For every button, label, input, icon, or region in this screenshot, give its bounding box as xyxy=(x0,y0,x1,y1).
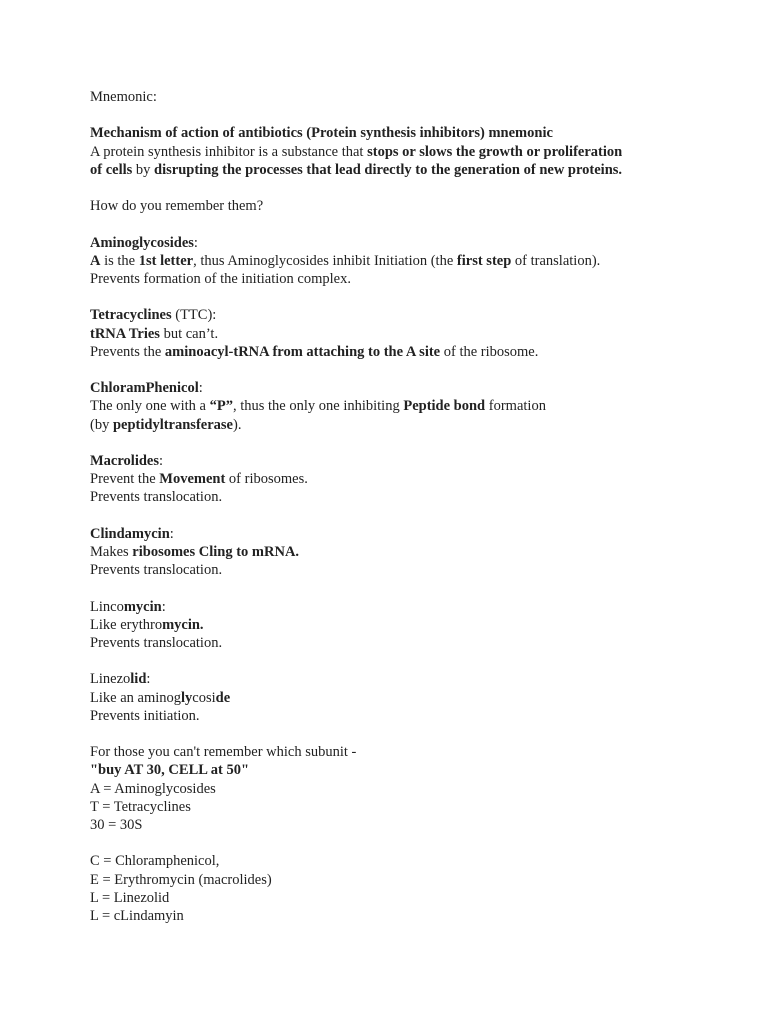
chloramphenicol-line-1 xyxy=(90,397,730,415)
spacer xyxy=(90,106,730,124)
plain-text: formation xyxy=(485,398,546,415)
intro-bold: disrupting the processes that lead directly to the generation of new proteins. xyxy=(154,161,623,178)
spacer xyxy=(90,652,730,670)
drug-name: Macrolides xyxy=(90,452,159,469)
bold-text: ly xyxy=(181,689,193,706)
spacer xyxy=(90,725,730,743)
drug-name: Tetracyclines xyxy=(90,307,172,324)
spacer xyxy=(90,179,730,197)
clindamycin-heading xyxy=(90,525,730,543)
linezolid-line-1 xyxy=(90,689,730,707)
plain-text: but can’t. xyxy=(159,325,219,342)
macrolides-line-1 xyxy=(90,470,730,488)
plain-text: (by xyxy=(90,416,113,433)
bold-text: Movement xyxy=(159,471,226,488)
intro-text: by xyxy=(132,161,155,178)
bold-text: mycin. xyxy=(162,616,204,633)
linezolid-line-2: Prevents initiation. xyxy=(90,707,200,724)
tetracyclines-line-2 xyxy=(90,343,730,361)
subunit-30: 30 = 30S xyxy=(90,816,143,833)
subunit-e: E = Erythromycin (macrolides) xyxy=(90,871,272,888)
lincomycin-line-1 xyxy=(90,616,730,634)
intro-heading-text: Mechanism of action of antibiotics (Protein synthesis inhibitors) mnemonic xyxy=(90,125,553,142)
subunit-l2: L = cLindamyin xyxy=(90,907,184,924)
lincomycin-line-2: Prevents translocation. xyxy=(90,634,223,651)
drug-colon: : xyxy=(161,598,166,615)
subunit-a: A = Aminoglycosides xyxy=(90,780,216,797)
document-page xyxy=(90,88,730,925)
drug-name: Aminoglycosides xyxy=(90,234,194,251)
spacer xyxy=(90,361,730,379)
aminoglycosides-heading xyxy=(90,234,730,252)
drug-colon: : xyxy=(169,525,174,542)
intro-bold: of cells xyxy=(90,161,133,178)
lincomycin-heading xyxy=(90,598,730,616)
bold-text: A xyxy=(90,252,101,269)
drug-name: Clindamycin xyxy=(90,525,170,542)
subunit-t: T = Tetracyclines xyxy=(90,798,191,815)
subunit-c: C = Chloramphenicol, xyxy=(90,853,220,870)
plain-text: of translation). xyxy=(511,252,601,269)
linezolid-heading xyxy=(90,670,730,688)
chloramphenicol-line-2 xyxy=(90,416,730,434)
intro-line-1 xyxy=(90,143,730,161)
plain-text: Like erythro xyxy=(90,616,163,633)
spacer xyxy=(90,288,730,306)
aminoglycosides-line-2: Prevents formation of the initiation complex. xyxy=(90,270,351,287)
drug-suffix: (TTC): xyxy=(171,307,217,324)
question-line: How do you remember them? xyxy=(90,198,264,215)
plain-text: Like an aminog xyxy=(90,689,182,706)
drug-colon: : xyxy=(159,452,164,469)
bold-text: de xyxy=(215,689,231,706)
plain-text: , thus the only one inhibiting xyxy=(232,398,404,415)
spacer xyxy=(90,215,730,233)
spacer xyxy=(90,434,730,452)
plain-text: The only one with a xyxy=(90,398,210,415)
plain-text: cosi xyxy=(192,689,216,706)
subunit-mnemonic xyxy=(90,761,730,779)
clindamycin-line-1 xyxy=(90,543,730,561)
spacer xyxy=(90,834,730,852)
chloramphenicol-heading xyxy=(90,379,730,397)
plain-text: , thus Aminoglycosides inhibit Initiation (the xyxy=(193,252,457,269)
drug-colon: : xyxy=(146,671,151,688)
bold-text: peptidyltransferase xyxy=(112,416,233,433)
macrolides-heading xyxy=(90,452,730,470)
plain-text: Prevents the xyxy=(90,343,165,360)
drug-name: ChloramPhenicol xyxy=(90,380,199,397)
bold-text: aminoacyl-tRNA from attaching to the A site xyxy=(164,343,441,360)
macrolides-line-2: Prevents translocation. xyxy=(90,489,223,506)
drug-colon: : xyxy=(198,380,203,397)
intro-heading xyxy=(90,124,730,142)
intro-line-2 xyxy=(90,161,730,179)
bold-text: “P” xyxy=(209,398,233,415)
spacer xyxy=(90,507,730,525)
intro-bold: stops or slows the growth or proliferation xyxy=(367,143,623,160)
bold-text: Peptide bond xyxy=(403,398,486,415)
subunit-l1: L = Linezolid xyxy=(90,889,170,906)
clindamycin-line-2: Prevents translocation. xyxy=(90,562,223,579)
plain-text: Linezo xyxy=(90,671,131,688)
intro-text: A protein synthesis inhibitor is a substance that xyxy=(90,143,368,160)
bold-text: tRNA Tries xyxy=(90,325,160,342)
mnemonic-text: "buy AT 30, CELL at 50" xyxy=(90,762,249,779)
plain-text: of the ribosome. xyxy=(440,343,539,360)
plain-text: of ribosomes. xyxy=(225,471,308,488)
bold-text: lid xyxy=(130,671,147,688)
bold-text: ribosomes Cling to mRNA. xyxy=(132,543,300,560)
plain-text: is the xyxy=(100,252,139,269)
plain-text: ). xyxy=(232,416,242,433)
tetracyclines-line-1 xyxy=(90,325,730,343)
bold-text: 1st letter xyxy=(138,252,194,269)
drug-colon: : xyxy=(193,234,198,251)
plain-text: Makes xyxy=(90,543,133,560)
aminoglycosides-line-1 xyxy=(90,252,730,270)
spacer xyxy=(90,579,730,597)
plain-text: Linco xyxy=(90,598,124,615)
bold-text: first step xyxy=(456,252,512,269)
subunit-intro: For those you can't remember which subunit - xyxy=(90,744,357,761)
doc-title: Mnemonic: xyxy=(90,89,157,105)
bold-text: mycin xyxy=(123,598,162,615)
plain-text: Prevent the xyxy=(90,471,160,488)
tetracyclines-heading xyxy=(90,306,730,324)
